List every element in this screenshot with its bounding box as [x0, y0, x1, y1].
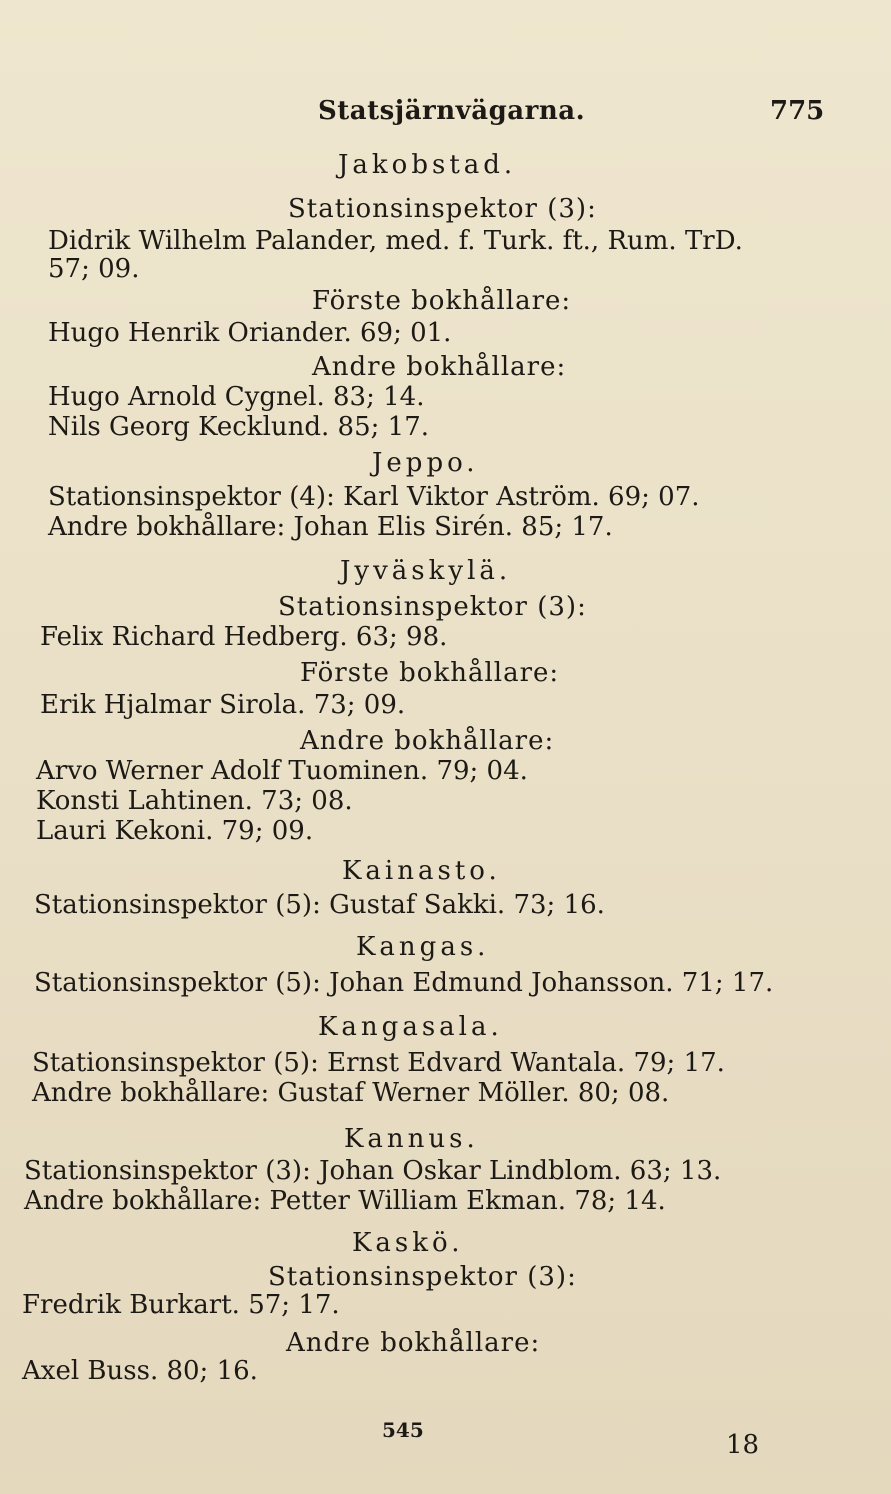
entry-line: Arvo Werner Adolf Tuominen. 79; 04.: [36, 756, 528, 786]
section-heading: Förste bokhållare:: [300, 658, 560, 688]
section-heading: Stationsinspektor (3):: [288, 194, 597, 224]
entry-line: Stationsinspektor (3): Johan Oskar Lindblom. 63; 13.: [24, 1156, 722, 1186]
printer-signature: 545: [382, 1418, 424, 1442]
entry-line: Hugo Henrik Oriander. 69; 01.: [48, 318, 452, 348]
entry-line: Erik Hjalmar Sirola. 73; 09.: [40, 690, 406, 720]
entry-line: 57; 09.: [48, 254, 140, 284]
sheet-number: 18: [726, 1430, 760, 1460]
entry-line: Andre bokhållare: Johan Elis Sirén. 85; 17.: [48, 512, 613, 542]
entry-line: Stationsinspektor (4): Karl Viktor Aström. 69; 07.: [48, 482, 700, 512]
station-name: Jakobstad.: [338, 150, 517, 180]
entry-line: Felix Richard Hedberg. 63; 98.: [40, 622, 448, 652]
entry-line: Didrik Wilhelm Palander, med. f. Turk. ft., Rum. TrD.: [48, 226, 743, 256]
station-name: Jeppo.: [372, 448, 479, 478]
entry-line: Stationsinspektor (5): Johan Edmund Johansson. 71; 17.: [34, 968, 774, 998]
station-name: Jyväskylä.: [340, 556, 512, 586]
section-heading: Andre bokhållare:: [312, 352, 567, 382]
station-name: Kannus.: [344, 1124, 479, 1154]
section-heading: Förste bokhållare:: [312, 286, 572, 316]
entry-line: Hugo Arnold Cygnel. 83; 14.: [48, 382, 425, 412]
entry-line: Andre bokhållare: Gustaf Werner Möller. 80; 08.: [32, 1078, 670, 1108]
section-heading: Andre bokhållare:: [300, 726, 555, 756]
station-name: Kaskö.: [352, 1228, 464, 1258]
section-heading: Andre bokhållare:: [286, 1328, 541, 1358]
entry-line: Nils Georg Kecklund. 85; 17.: [48, 412, 429, 442]
entry-line: Andre bokhållare: Petter William Ekman. 78; 14.: [24, 1186, 666, 1216]
entry-line: Fredrik Burkart. 57; 17.: [22, 1290, 340, 1320]
entry-line: Stationsinspektor (5): Gustaf Sakki. 73; 16.: [34, 890, 605, 920]
entry-line: Konsti Lahtinen. 73; 08.: [36, 786, 353, 816]
section-heading: Stationsinspektor (3):: [268, 1262, 577, 1292]
station-name: Kangas.: [356, 932, 490, 962]
section-heading: Stationsinspektor (3):: [278, 592, 587, 622]
station-name: Kangasala.: [318, 1012, 503, 1042]
entry-line: Stationsinspektor (5): Ernst Edvard Wantala. 79; 17.: [32, 1048, 725, 1078]
page-number: 775: [770, 96, 825, 126]
running-title: Statsjärnvägarna.: [318, 96, 586, 126]
entry-line: Lauri Kekoni. 79; 09.: [36, 816, 314, 846]
station-name: Kainasto.: [342, 856, 501, 886]
entry-line: Axel Buss. 80; 16.: [22, 1356, 258, 1386]
